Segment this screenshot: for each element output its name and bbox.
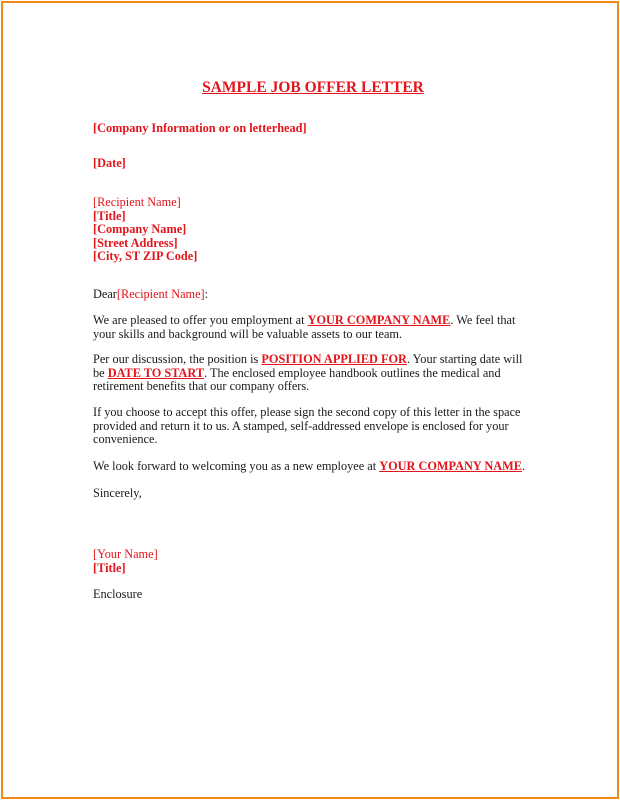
para1-text: We are pleased to offer you employment at bbox=[93, 313, 308, 327]
para3-line3: convenience. bbox=[93, 432, 158, 447]
position-placeholder: POSITION APPLIED FOR bbox=[261, 352, 407, 366]
salutation bbox=[93, 288, 533, 302]
para2-line3: retirement benefits that our company offers. bbox=[93, 379, 310, 394]
recipient-street: [Street Address] bbox=[93, 235, 178, 250]
paragraph-4 bbox=[93, 460, 533, 474]
recipient-company: [Company Name] bbox=[93, 222, 187, 237]
para1-line2: your skills and background will be valuable assets to our team. bbox=[93, 326, 403, 341]
salutation-name: [Recipient Name] bbox=[116, 287, 205, 301]
recipient-title: [Title] bbox=[93, 208, 126, 223]
company-name-placeholder: YOUR COMPANY NAME bbox=[307, 313, 451, 327]
salutation-suffix: : bbox=[204, 287, 209, 301]
para2-text-after: . Your starting date will bbox=[406, 352, 523, 366]
para3-line1: If you choose to accept this offer, please sign the second copy of this letter in the space bbox=[93, 405, 521, 419]
company-name-placeholder-2: YOUR COMPANY NAME bbox=[379, 459, 522, 473]
para2-line2-before: be bbox=[93, 365, 108, 380]
recipient-name: [Recipient Name] bbox=[93, 195, 181, 209]
date-block bbox=[93, 157, 533, 171]
paragraph-3 bbox=[93, 406, 533, 447]
paragraph-2 bbox=[93, 353, 533, 394]
para4-text-after: . bbox=[521, 459, 526, 473]
para1-text-after: . We feel that bbox=[450, 313, 516, 327]
closing-text: Sincerely, bbox=[93, 486, 142, 500]
enclosure-note bbox=[93, 588, 533, 602]
company-info-block bbox=[93, 122, 533, 136]
para4-text: We look forward to welcoming you as a new employee at bbox=[93, 459, 380, 473]
closing bbox=[93, 487, 533, 501]
start-date-placeholder: DATE TO START bbox=[107, 365, 205, 380]
enclosure-text: Enclosure bbox=[93, 587, 143, 601]
recipient-city: [City, ST ZIP Code] bbox=[93, 249, 198, 264]
letter-title: SAMPLE JOB OFFER LETTER bbox=[202, 79, 424, 96]
signature-name: [Your Name] bbox=[93, 547, 158, 561]
paragraph-1 bbox=[93, 314, 533, 341]
signature-block bbox=[93, 548, 533, 575]
para3-line2: provided and return it to us. A stamped, self-addressed envelope is enclosed for your bbox=[93, 418, 509, 433]
signature-title: [Title] bbox=[93, 560, 126, 575]
recipient-address-block bbox=[93, 196, 533, 264]
para2-text: Per our discussion, the position is bbox=[93, 352, 262, 366]
letter-date: [Date] bbox=[93, 156, 126, 170]
company-info: [Company Information or on letterhead] bbox=[93, 121, 307, 135]
para2-line2-after: . The enclosed employee handbook outlines the medical and bbox=[204, 365, 501, 380]
salutation-prefix: Dear bbox=[93, 287, 117, 301]
